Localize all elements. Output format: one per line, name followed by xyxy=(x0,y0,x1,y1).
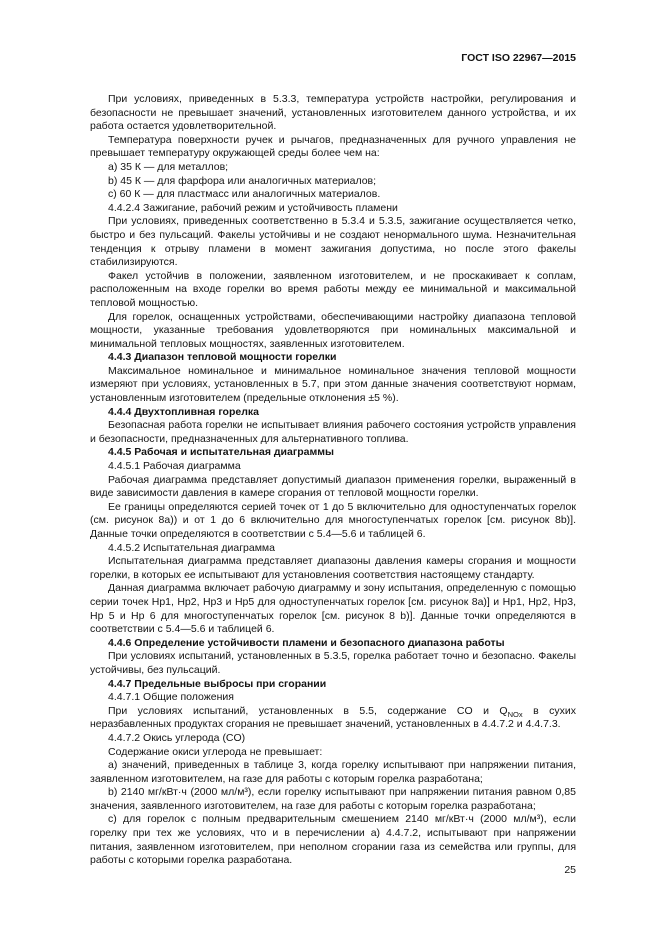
list-item: c) 60 К — для пластмасс или аналогичных материалов. xyxy=(108,188,381,201)
list-item: a) 35 К — для металлов; xyxy=(108,160,229,173)
paragraph: Температура поверхности ручек и рычагов, предназначенных для ручного управления не превышает температуру окружающей среды более чем на: xyxy=(90,133,576,160)
paragraph: При условиях испытаний, установленных в 5.5, содержание CO и $Q_{NOx}$ в сухих неразбавленных продуктах сгорания не превышает значений, установленных в 4.4.7.2 и 4.4.7.3. xyxy=(90,704,576,731)
paragraph: Для горелок, оснащенных устройствами, обеспечивающими настройку диапазона тепловой мощности, указанные требования удовлетворяются при номинальных максимальной и минимальной тепловых мощностях, заявленных изготовителем. xyxy=(90,310,576,350)
paragraph: Максимальное номинальное и минимальное номинальное значения тепловой мощности измеряют при условиях, установленных в 5.7, при этом данные значения соответствуют нормам, установленным изготовителем (предельные отклонения ±5 %). xyxy=(90,364,576,405)
section-heading: 4.4.7 Предельные выбросы при сгорании xyxy=(108,677,327,690)
list-item: a) значений, приведенных в таблице 3, когда горелку испытывают при напряжении питания, заявленном изготовителем, на газе для работы с которым горелка разработана; xyxy=(90,759,576,785)
subsection-heading: 4.4.7.1 Общие положения xyxy=(108,691,234,704)
paragraph: Рабочая диаграмма представляет допустимый диапазон применения горелки, выраженный в виде зависимости давления в камере сгорания от тепловой мощности горелки. xyxy=(90,473,576,500)
section-heading: 4.4.5 Рабочая и испытательная диаграммы xyxy=(108,446,334,459)
subsection-heading: 4.4.7.2 Окись углерода (CO) xyxy=(108,731,246,744)
paragraph: При условиях, приведенных соответственно в 5.3.4 и 5.3.5, зажигание осуществляется четко, быстро и без пульсаций. Факелы устойчивы и не создают ненормального шума. Незначительная тенденция к отрыву пламени в момент зажигания допустима, но после этого факелы стабилизируются. xyxy=(90,215,576,269)
subscript-text: NOx xyxy=(507,709,523,719)
paragraph: Факел устойчив в положении, заявленном изготовителем, и не проскакивает к соплам, расположенным на входе горелки во время работы между ее минимальной и максимальной тепловой мощностью. xyxy=(90,269,576,309)
subsection-heading: 4.4.5.1 Рабочая диаграмма xyxy=(108,460,241,473)
paragraph: При условиях испытаний, установленных в 5.3.5, горелка работает точно и безопасно. Факелы устойчивы, без пульсаций. xyxy=(90,650,576,676)
section-heading: 4.4.6 Определение устойчивости пламени и безопасного диапазона работы xyxy=(108,636,505,649)
subsection-heading: 4.4.5.2 Испытательная диаграмма xyxy=(108,541,275,554)
paragraph: Испытательная диаграмма представляет диапазоны давления камеры сгорания и мощности горелки, в которых ее испытывают для установления соответствия настоящему стандарту. xyxy=(90,555,576,581)
paragraph: При условиях, приведенных в 5.3.3, температура устройств настройки, регулирования и безопасности не превышает значений, установленных изготовителем данного устройства, и их работа остается удовлетворительной. xyxy=(90,93,576,133)
list-item: c) для горелок с полным предварительным смешением 2140 мг/кВт·ч (2000 мл/м³), если горелку при тех же условиях, что и в перечислении a) 4.4.7.2, испытывают при напряжении питания, заявленном изготовителем, при неполном сгорании газа из семейства или группы, для работы с которыми горелка разработана. xyxy=(90,813,576,867)
page-number: 25 xyxy=(564,864,576,876)
paragraph: Безопасная работа горелки не испытывает влияния рабочего состояния устройств управления и безопасности, предназначенных для альтернативного топлива. xyxy=(90,419,576,445)
paragraph: Содержание окиси углерода не превышает: xyxy=(108,745,323,758)
paragraph: Ее границы определяются серией точек от 1 до 5 включительно для одноступенчатых горелок (см. рисунок 8a)) и от 1 до 6 включительно для многоступенчатых горелок [см. рисунок 8b)]. Данные точки определяются в соответствии с 5.4—5.6 и таблицей 6. xyxy=(90,500,576,540)
subsection-heading: 4.4.2.4 Зажигание, рабочий режим и устойчивость пламени xyxy=(108,201,398,214)
section-heading: 4.4.4 Двухтопливная горелка xyxy=(108,405,259,418)
list-item: b) 2140 мг/кВт·ч (2000 мл/м³), если горелку испытывают при напряжении питания равном 0,85 значения, заявленного изготовителем, на газе для работы с которым горелка разработана; xyxy=(90,786,576,812)
list-item: b) 45 К — для фарфора или аналогичных материалов; xyxy=(108,174,377,187)
section-heading: 4.4.3 Диапазон тепловой мощности горелки xyxy=(108,351,337,364)
paragraph: Данная диаграмма включает рабочую диаграмму и зону испытания, определенную с помощью серии точек Hp1, Hp2, Hp3 и Hp5 для одноступенчатых горелок [см. рисунок 8a)] и Hp1, Hp2, Hp3, Hp 5 и Hp 6 для многоступенчатых горелок [см. рисунок 8 b)]. Данные точки определяются в соответствии с 5.4—5.6 и таблицей 6. xyxy=(90,582,576,636)
document-header: ГОСТ ISO 22967—2015 xyxy=(461,52,576,64)
document-body xyxy=(90,93,576,868)
